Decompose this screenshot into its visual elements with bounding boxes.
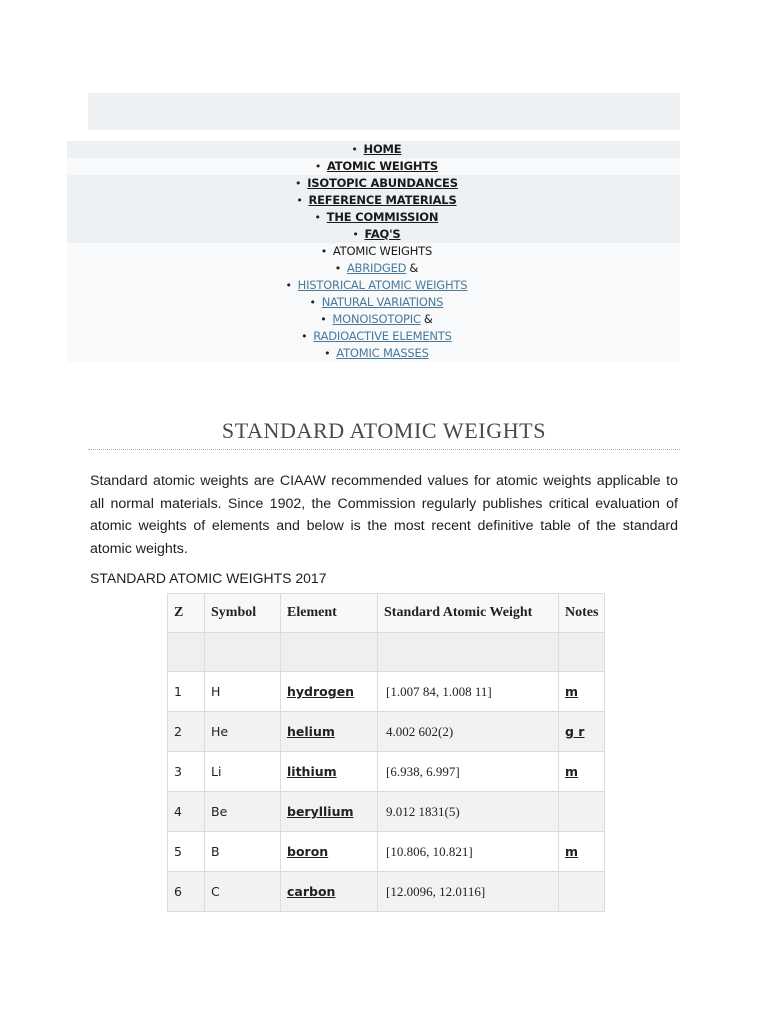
intro-paragraph: Standard atomic weights are CIAAW recommended values for atomic weights applicable to all normal materials. Since 1902, the Commission regularly publishes critical evaluation of atomic weights of elements and below is the most recent definitive table of the standard atomic weights. bbox=[90, 473, 678, 557]
bullet-icon: • bbox=[314, 211, 321, 224]
nav-link-the-commission[interactable]: THE COMMISSION bbox=[326, 210, 439, 224]
table-row bbox=[168, 672, 605, 712]
subnav-item-natural-variations[interactable] bbox=[67, 294, 680, 311]
notes-link[interactable]: m bbox=[559, 752, 605, 792]
subnav-item-atomic-masses[interactable] bbox=[67, 345, 680, 362]
notes-link[interactable]: m bbox=[559, 832, 605, 872]
nav-item-atomic-weights[interactable] bbox=[67, 158, 680, 175]
nav-section-label: ATOMIC WEIGHTS bbox=[332, 244, 433, 258]
cell-z: 3 bbox=[168, 752, 205, 792]
table-header-row bbox=[168, 594, 605, 633]
element-link[interactable]: boron bbox=[281, 832, 378, 872]
nav-link-home[interactable]: HOME bbox=[363, 142, 402, 156]
cell-symbol: C bbox=[205, 872, 281, 912]
subnav-link-natural-variations[interactable]: NATURAL VARIATIONS bbox=[321, 295, 444, 309]
cell-weight: [12.0096, 12.0116] bbox=[378, 872, 559, 912]
bullet-icon: • bbox=[351, 143, 358, 156]
notes-link[interactable]: m bbox=[559, 672, 605, 712]
bullet-icon: • bbox=[285, 279, 292, 292]
header-banner bbox=[88, 93, 680, 130]
nav-item-home[interactable] bbox=[67, 141, 680, 158]
ampersand: & bbox=[423, 312, 433, 326]
nav-link-reference-materials[interactable]: REFERENCE MATERIALS bbox=[308, 193, 457, 207]
bullet-icon: • bbox=[309, 296, 316, 309]
bullet-icon: • bbox=[295, 177, 302, 190]
table-row bbox=[168, 832, 605, 872]
cell-symbol: B bbox=[205, 832, 281, 872]
table-row bbox=[168, 752, 605, 792]
nav-item-isotopic-abundances[interactable] bbox=[67, 175, 680, 192]
cell-weight: [1.007 84, 1.008 11] bbox=[378, 672, 559, 712]
cell-weight: [10.806, 10.821] bbox=[378, 832, 559, 872]
element-link[interactable]: beryllium bbox=[281, 792, 378, 832]
bullet-icon: • bbox=[296, 194, 303, 207]
element-link[interactable]: carbon bbox=[281, 872, 378, 912]
cell-z: 2 bbox=[168, 712, 205, 752]
cell-z: 6 bbox=[168, 872, 205, 912]
cell-weight: 4.002 602(2) bbox=[378, 712, 559, 752]
notes-link[interactable] bbox=[559, 872, 605, 912]
subnav-link-historical[interactable]: HISTORICAL ATOMIC WEIGHTS bbox=[297, 278, 468, 292]
notes-link[interactable]: g r bbox=[559, 712, 605, 752]
atomic-weights-table bbox=[167, 593, 605, 912]
cell-weight: [6.938, 6.997] bbox=[378, 752, 559, 792]
column-header-element: Element bbox=[281, 594, 378, 633]
bullet-icon: • bbox=[320, 313, 327, 326]
cell-symbol: H bbox=[205, 672, 281, 712]
cell-symbol: Li bbox=[205, 752, 281, 792]
element-link[interactable]: helium bbox=[281, 712, 378, 752]
subnav-link-abridged[interactable]: ABRIDGED bbox=[346, 261, 407, 275]
subnav-link-atomic-masses[interactable]: ATOMIC MASSES bbox=[336, 346, 429, 360]
subnav-item-historical[interactable] bbox=[67, 277, 680, 294]
cell-symbol: He bbox=[205, 712, 281, 752]
column-header-z: Z bbox=[168, 594, 205, 633]
cell-z: 1 bbox=[168, 672, 205, 712]
subnav-link-radioactive[interactable]: RADIOACTIVE ELEMENTS bbox=[313, 329, 452, 343]
bullet-icon: • bbox=[301, 330, 308, 343]
subnav-item-abridged[interactable] bbox=[67, 260, 680, 277]
nav-item-the-commission[interactable] bbox=[67, 209, 680, 226]
table-row bbox=[168, 872, 605, 912]
column-header-standard-atomic-weight: Standard Atomic Weight bbox=[378, 594, 559, 633]
cell-z: 5 bbox=[168, 832, 205, 872]
bullet-icon: • bbox=[352, 228, 359, 241]
column-header-notes: Notes bbox=[559, 594, 605, 633]
table-row bbox=[168, 792, 605, 832]
site-navigation bbox=[67, 141, 680, 362]
column-header-symbol: Symbol bbox=[205, 594, 281, 633]
table-heading: STANDARD ATOMIC WEIGHTS 2017 bbox=[90, 570, 327, 586]
nav-link-isotopic-abundances[interactable]: ISOTOPIC ABUNDANCES bbox=[307, 176, 458, 190]
ampersand: & bbox=[409, 261, 419, 275]
title-divider bbox=[88, 449, 680, 450]
subnav-link-monoisotopic[interactable]: MONOISOTOPIC bbox=[332, 312, 421, 326]
page-title: STANDARD ATOMIC WEIGHTS bbox=[221, 418, 547, 443]
cell-symbol: Be bbox=[205, 792, 281, 832]
cell-weight: 9.012 1831(5) bbox=[378, 792, 559, 832]
cell-z: 4 bbox=[168, 792, 205, 832]
nav-item-reference-materials[interactable] bbox=[67, 192, 680, 209]
notes-link[interactable] bbox=[559, 792, 605, 832]
element-link[interactable]: hydrogen bbox=[281, 672, 378, 712]
nav-item-faqs[interactable] bbox=[67, 226, 680, 243]
bullet-icon: • bbox=[334, 262, 342, 275]
subnav-item-radioactive[interactable] bbox=[67, 328, 680, 345]
table-row bbox=[168, 712, 605, 752]
nav-link-atomic-weights[interactable]: ATOMIC WEIGHTS bbox=[326, 159, 438, 173]
bullet-icon: • bbox=[320, 245, 328, 258]
bullet-icon: • bbox=[314, 160, 322, 173]
bullet-icon: • bbox=[324, 347, 331, 360]
element-link[interactable]: lithium bbox=[281, 752, 378, 792]
nav-section-atomic-weights bbox=[67, 243, 680, 260]
subnav-item-monoisotopic[interactable] bbox=[67, 311, 680, 328]
table-spacer-row bbox=[168, 633, 605, 672]
nav-link-faqs[interactable]: FAQ'S bbox=[364, 227, 401, 241]
